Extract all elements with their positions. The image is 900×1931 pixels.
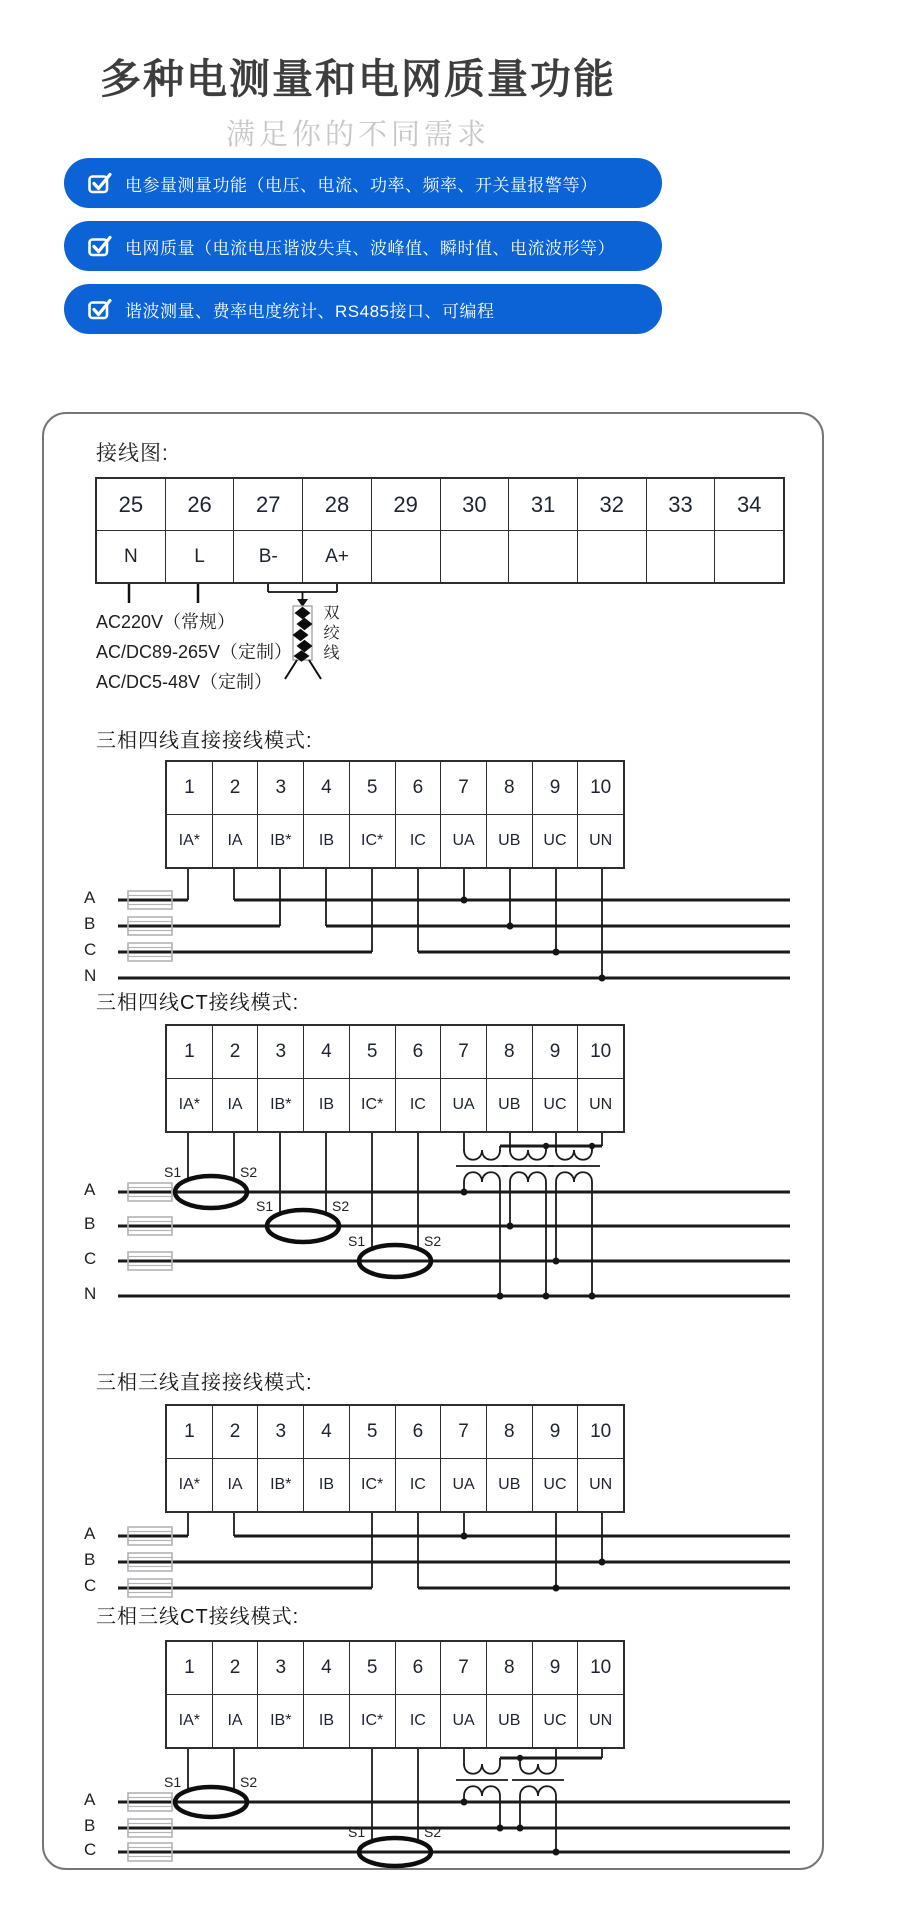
terminal-label-cell: UB <box>486 1079 532 1131</box>
terminal-drop-wires <box>188 1746 602 1840</box>
terminal-label-cell <box>714 531 783 582</box>
terminal-label-cell: IB* <box>257 1695 303 1747</box>
ct-s2-label: S2 <box>240 1774 258 1790</box>
terminal-drop-wires <box>188 1510 602 1588</box>
terminal-strip-labels-row <box>97 531 783 582</box>
terminal-label-cell: IB <box>303 1459 349 1511</box>
terminal-number-cell: 32 <box>577 479 646 530</box>
terminal-number-cell: 3 <box>257 762 303 814</box>
terminal-number-cell: 2 <box>212 762 258 814</box>
diagram-3-wiring-svg <box>0 1504 900 1602</box>
diagram-4-terminal-table <box>165 1640 625 1749</box>
terminal-drop-wires <box>188 1130 602 1249</box>
terminal-number-cell: 10 <box>577 1406 623 1458</box>
terminal-number-cell: 8 <box>486 762 532 814</box>
terminal-label-cell: IB <box>303 815 349 867</box>
terminal-label-cell: UA <box>440 1459 486 1511</box>
diagram-2-title: 三相四线CT接线模式: <box>96 992 300 1014</box>
terminal-label-cell <box>646 531 715 582</box>
terminal-label-cell: L <box>165 531 234 582</box>
terminal-number-cell: 10 <box>577 762 623 814</box>
phase-label: B <box>84 1816 96 1835</box>
terminal-label-cell: B- <box>233 531 302 582</box>
terminal-label-cell <box>577 531 646 582</box>
ct-s1-label: S1 <box>348 1824 366 1840</box>
terminal-label-cell: UB <box>486 1459 532 1511</box>
terminal-number-cell: 4 <box>303 1026 349 1078</box>
diagram-2-terminal-table <box>165 1024 625 1133</box>
feature-banner <box>64 284 662 334</box>
ct-s2-label: S2 <box>424 1824 442 1840</box>
terminal-number-cell: 8 <box>486 1406 532 1458</box>
twisted-pair-label: 双绞线 <box>321 604 338 664</box>
ct-s1-label: S1 <box>164 1774 182 1790</box>
terminal-label-cell: IB* <box>257 1459 303 1511</box>
terminal-strip-numbers-row <box>97 479 783 531</box>
pt-transformer-icons <box>456 1764 564 1852</box>
terminal-label-cell <box>371 531 440 582</box>
terminal-number-cell: 5 <box>349 1642 395 1694</box>
terminal-label-cell: IB <box>303 1079 349 1131</box>
terminal-number-cell: 3 <box>257 1642 303 1694</box>
terminal-number-cell: 1 <box>167 1642 212 1694</box>
terminal-number-cell: 5 <box>349 1026 395 1078</box>
ct-s2-label: S2 <box>424 1233 442 1249</box>
wiring-section-label: 接线图: <box>96 442 169 465</box>
terminal-label-cell: UB <box>486 815 532 867</box>
terminal-label-cell <box>440 531 509 582</box>
terminal-label-cell: IA* <box>167 1695 212 1747</box>
terminal-number-cell: 2 <box>212 1026 258 1078</box>
page-subtitle: 满足你的不同需求 <box>225 119 490 151</box>
phase-label: A <box>84 888 96 907</box>
terminal-number-cell: 9 <box>532 1026 578 1078</box>
terminal-number-cell: 10 <box>577 1026 623 1078</box>
feature-banner <box>64 158 662 208</box>
terminal-number-cell: 3 <box>257 1026 303 1078</box>
terminal-strip-table <box>95 477 785 584</box>
terminal-label-cell: IA <box>212 1079 258 1131</box>
phase-label: C <box>84 940 97 959</box>
terminal-number-cell: 26 <box>165 479 234 530</box>
ct-s1-label: S1 <box>256 1198 274 1214</box>
terminal-label-cell: UN <box>577 815 623 867</box>
terminal-label-cell: IC <box>395 1459 441 1511</box>
terminal-label-cell: IC <box>395 815 441 867</box>
terminal-label-cell: UC <box>532 815 578 867</box>
terminal-label-cell: IC* <box>349 1459 395 1511</box>
terminal-number-cell: 8 <box>486 1026 532 1078</box>
junction-dots <box>461 1755 560 1856</box>
terminal-number-cell: 5 <box>349 762 395 814</box>
diagram-4-wiring-svg <box>0 1740 900 1870</box>
terminal-label-cell: UN <box>577 1079 623 1131</box>
diagram-1-wiring-svg <box>0 860 900 992</box>
terminal-number-cell: 8 <box>486 1642 532 1694</box>
feature-banner-label: 谐波测量、费率电度统计、RS485接口、可编程 <box>125 301 495 321</box>
terminal-label-cell: UB <box>486 1695 532 1747</box>
phase-label: A <box>84 1524 96 1543</box>
terminal-label-cell: IA* <box>167 815 212 867</box>
terminal-number-cell: 1 <box>167 1026 212 1078</box>
terminal-label-cell: IC* <box>349 1695 395 1747</box>
phase-label: B <box>84 1214 96 1233</box>
pt-transformer-icons <box>456 1150 600 1296</box>
ct-s1-label: S1 <box>348 1233 366 1249</box>
terminal-label-cell: UA <box>440 815 486 867</box>
terminal-number-cell: 25 <box>97 479 165 530</box>
phase-label: N <box>84 966 97 985</box>
terminal-label-cell: IA* <box>167 1079 212 1131</box>
terminal-number-cell: 5 <box>349 1406 395 1458</box>
terminal-label-cell <box>508 531 577 582</box>
terminal-number-cell: 9 <box>532 762 578 814</box>
terminal-label-cell: A+ <box>302 531 371 582</box>
terminal-number-cell: 31 <box>508 479 577 530</box>
phase-label: B <box>84 1550 96 1569</box>
terminal-number-cell: 1 <box>167 1406 212 1458</box>
diagram-3-title: 三相三线直接接线模式: <box>96 1372 313 1394</box>
terminal-label-cell: IA* <box>167 1459 212 1511</box>
terminal-label-cell: IB* <box>257 1079 303 1131</box>
power-supply-option: AC220V（常规） <box>96 612 236 632</box>
page-title: 多种电测量和电网质量功能 <box>100 56 616 102</box>
terminal-label-cell: IC <box>395 1079 441 1131</box>
terminal-number-cell: 3 <box>257 1406 303 1458</box>
terminal-label-cell: IA <box>212 1459 258 1511</box>
terminal-label-cell: IB <box>303 1695 349 1747</box>
phase-wires <box>118 1802 790 1852</box>
terminal-number-cell: 10 <box>577 1642 623 1694</box>
diagram-3-terminal-table <box>165 1404 625 1513</box>
terminal-number-cell: 9 <box>532 1642 578 1694</box>
terminal-number-cell: 7 <box>440 1026 486 1078</box>
terminal-number-cell: 7 <box>440 1642 486 1694</box>
phase-label: C <box>84 1249 97 1268</box>
phase-label: N <box>84 1284 97 1303</box>
diagram-4-title: 三相三线CT接线模式: <box>96 1606 300 1628</box>
terminal-label-cell: UC <box>532 1459 578 1511</box>
phase-label: C <box>84 1840 97 1859</box>
terminal-number-cell: 4 <box>303 762 349 814</box>
feature-banner-label: 电网质量（电流电压谐波失真、波峰值、瞬时值、电流波形等） <box>125 238 615 258</box>
ct-s1-label: S1 <box>164 1164 182 1180</box>
terminal-label-cell: IC <box>395 1695 441 1747</box>
terminal-number-cell: 27 <box>233 479 302 530</box>
checkbox-checked-icon <box>88 172 112 194</box>
phase-label: C <box>84 1576 97 1595</box>
terminal-number-cell: 6 <box>395 762 441 814</box>
terminal-label-cell: UA <box>440 1079 486 1131</box>
terminal-number-cell: 7 <box>440 1406 486 1458</box>
diagram-2-wiring-svg <box>0 1124 900 1320</box>
terminal-number-cell: 33 <box>646 479 715 530</box>
terminal-number-cell: 6 <box>395 1642 441 1694</box>
feature-banner-list <box>64 158 662 334</box>
terminal-label-cell: UN <box>577 1695 623 1747</box>
diagram-1-title: 三相四线直接接线模式: <box>96 730 313 752</box>
phase-label: A <box>84 1180 96 1199</box>
terminal-number-cell: 30 <box>440 479 509 530</box>
terminal-number-cell: 6 <box>395 1026 441 1078</box>
terminal-label-cell: UC <box>532 1695 578 1747</box>
junction-dots <box>461 897 606 982</box>
terminal-label-cell: UA <box>440 1695 486 1747</box>
power-supply-options <box>96 607 292 697</box>
terminal-number-cell: 1 <box>167 762 212 814</box>
terminal-number-cell: 2 <box>212 1406 258 1458</box>
phase-label: B <box>84 914 96 933</box>
power-input-tick-icons <box>129 584 198 603</box>
ct-s2-label: S2 <box>332 1198 350 1214</box>
phase-label: A <box>84 1790 96 1809</box>
feature-banner-label: 电参量测量功能（电压、电流、功率、频率、开关量报警等） <box>125 175 598 195</box>
terminal-label-cell: IA <box>212 815 258 867</box>
diagram-1-terminal-table <box>165 760 625 869</box>
terminal-number-cell: 28 <box>302 479 371 530</box>
terminal-label-cell: IC* <box>349 815 395 867</box>
power-supply-option: AC/DC89-265V（定制） <box>96 642 293 662</box>
ct-s2-label: S2 <box>240 1164 258 1180</box>
terminal-label-cell: IB* <box>257 815 303 867</box>
terminal-label-cell: IA <box>212 1695 258 1747</box>
phase-wires <box>118 1536 790 1588</box>
terminal-number-cell: 4 <box>303 1406 349 1458</box>
terminal-label-cell: IC* <box>349 1079 395 1131</box>
phase-wires <box>118 900 790 978</box>
checkbox-checked-icon <box>88 235 112 257</box>
terminal-label-cell: UN <box>577 1459 623 1511</box>
terminal-label-cell: N <box>97 531 165 582</box>
terminal-label-cell: UC <box>532 1079 578 1131</box>
terminal-number-cell: 29 <box>371 479 440 530</box>
power-supply-option: AC/DC5-48V（定制） <box>96 672 273 692</box>
terminal-number-cell: 2 <box>212 1642 258 1694</box>
checkbox-checked-icon <box>88 298 112 320</box>
terminal-number-cell: 7 <box>440 762 486 814</box>
terminal-number-cell: 6 <box>395 1406 441 1458</box>
terminal-number-cell: 4 <box>303 1642 349 1694</box>
terminal-drop-wires <box>188 866 602 978</box>
rs485-bracket <box>268 583 337 600</box>
terminal-number-cell: 34 <box>714 479 783 530</box>
feature-banner <box>64 221 662 271</box>
terminal-number-cell: 9 <box>532 1406 578 1458</box>
